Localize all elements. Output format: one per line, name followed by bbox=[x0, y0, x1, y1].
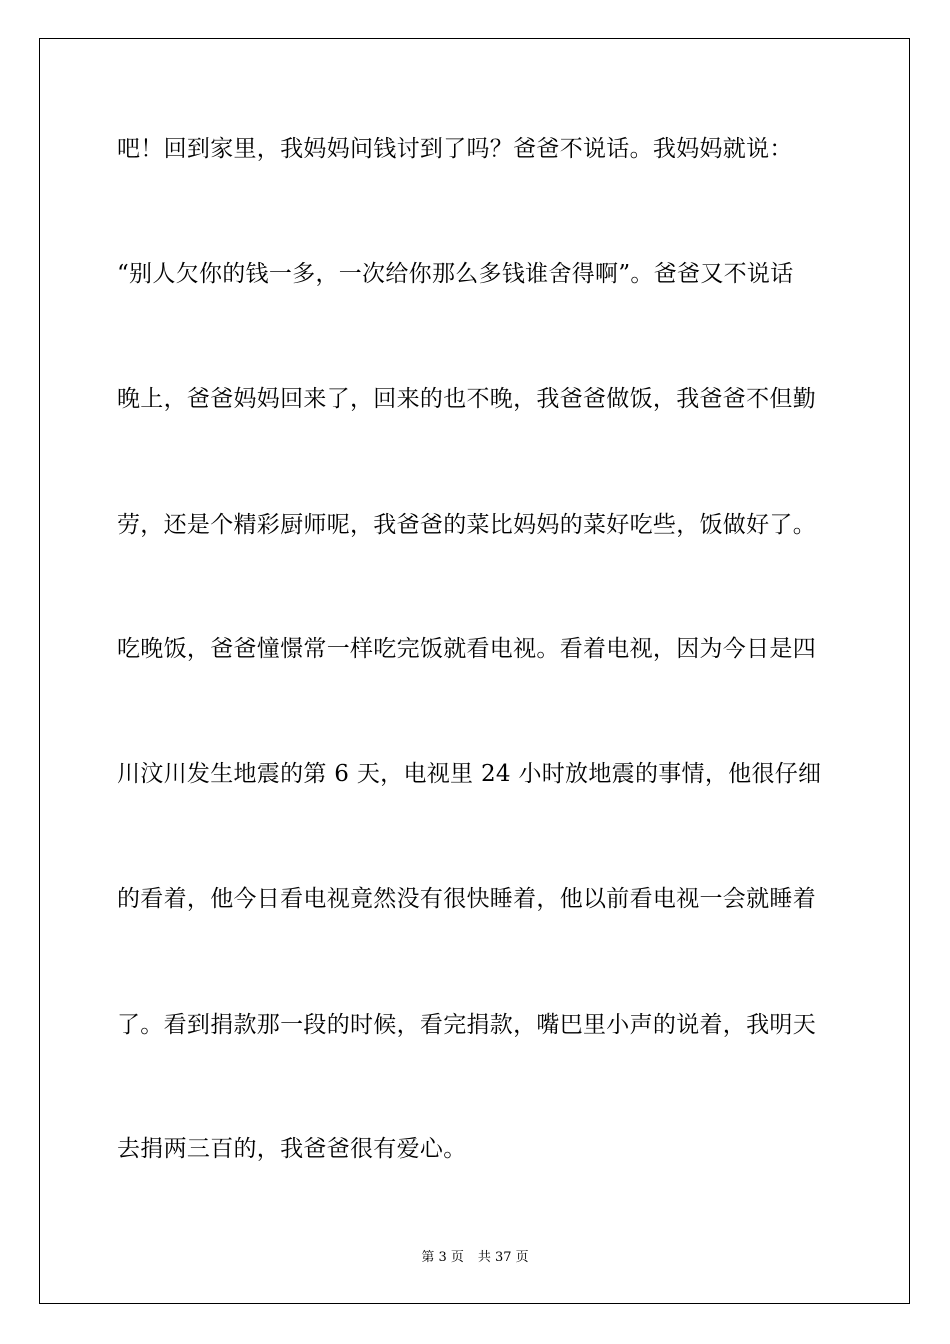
text-line: 去捐两三百的，我爸爸很有爱心。 bbox=[117, 1136, 467, 1162]
text-line: “别人欠你的钱一多，一次给你那么多钱谁舍得啊”。爸爸又不说话 bbox=[117, 261, 794, 287]
page-border bbox=[39, 38, 910, 1304]
text-line: 晚上，爸爸妈妈回来了，回来的也不晚，我爸爸做饭，我爸爸不但勤 bbox=[117, 386, 816, 412]
page-footer bbox=[0, 1250, 950, 1266]
text-line: 川汶川发生地震的第 6 天，电视里 24 小时放地震的事情，他很仔细 bbox=[117, 761, 822, 787]
text-line: 吃晚饭，爸爸憧憬常一样吃完饭就看电视。看着电视，因为今日是四 bbox=[117, 636, 816, 662]
text-line: 吧！回到家里，我妈妈问钱讨到了吗？爸爸不说话。我妈妈就说： bbox=[117, 136, 793, 162]
text-line: 的看着，他今日看电视竟然没有很快睡着，他以前看电视一会就睡着 bbox=[117, 886, 816, 912]
page-number: 第 3 页 bbox=[421, 1250, 464, 1265]
page-total: 共 37 页 bbox=[477, 1250, 529, 1265]
text-line: 了。看到捐款那一段的时候，看完捐款，嘴巴里小声的说着，我明天 bbox=[117, 1012, 816, 1038]
text-line: 劳，还是个精彩厨师呢，我爸爸的菜比妈妈的菜好吃些，饭做好了。 bbox=[117, 512, 816, 538]
